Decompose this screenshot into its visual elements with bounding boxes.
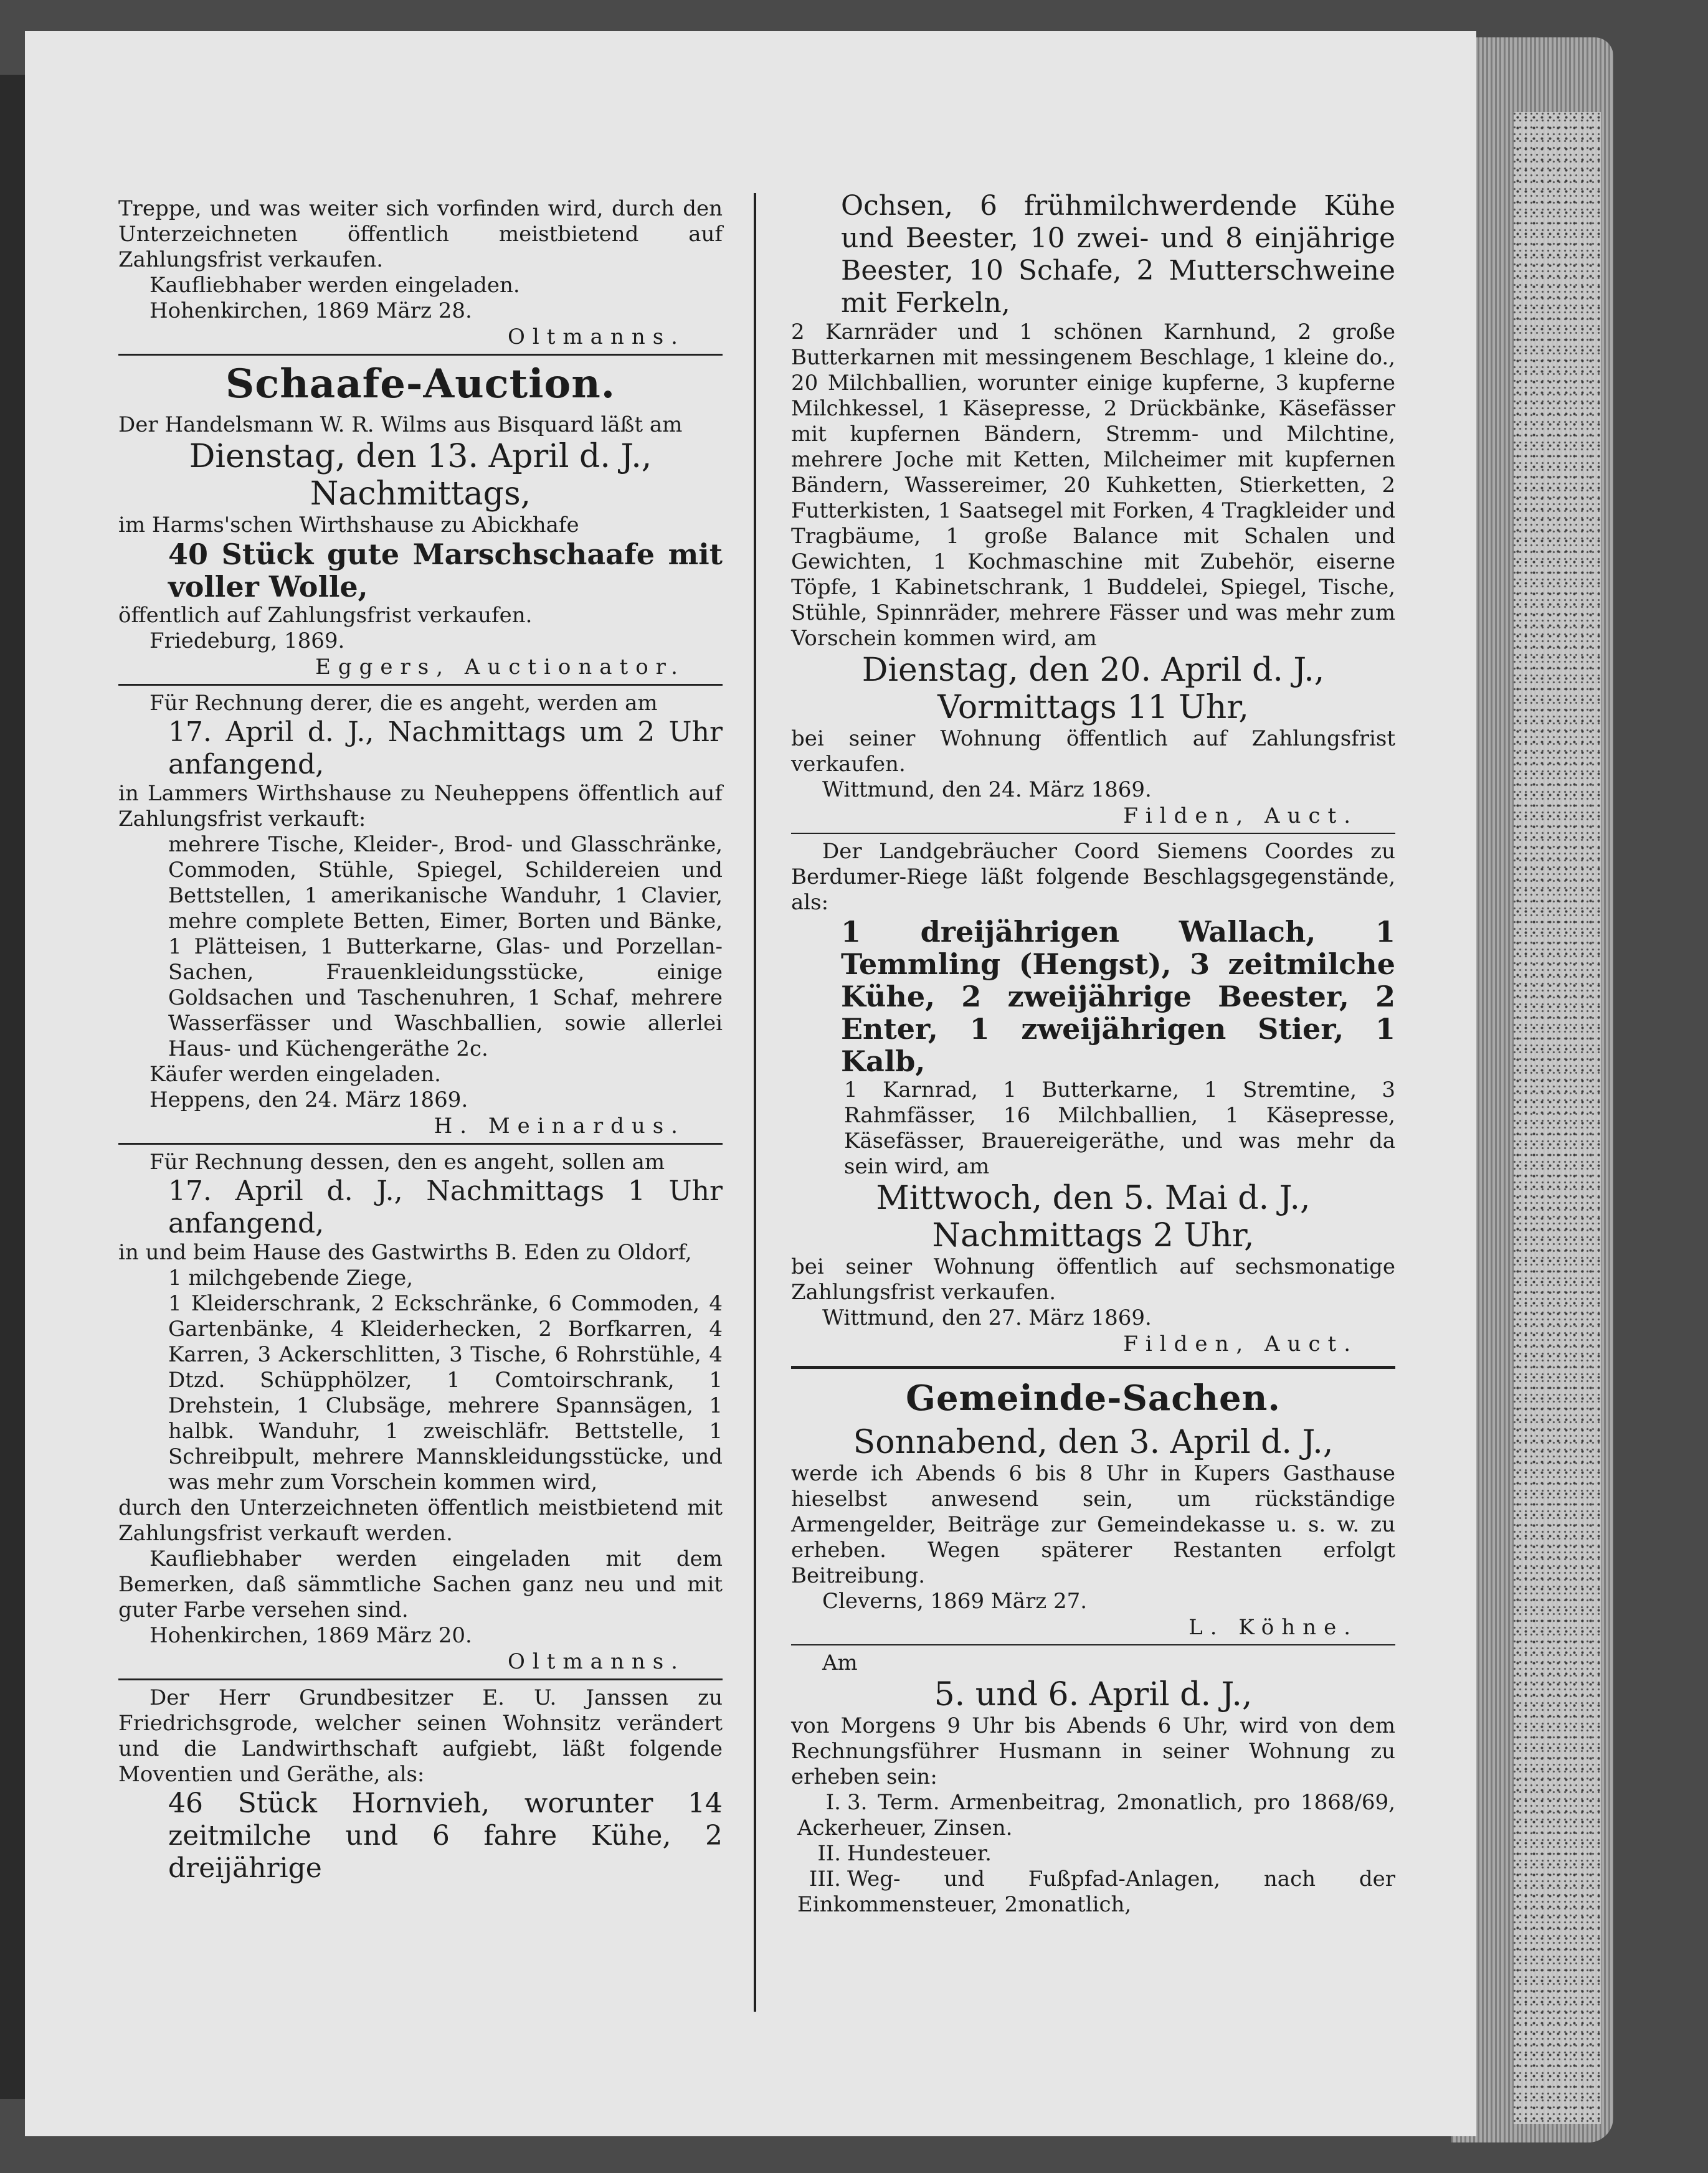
item-text: Weg- und Fußpfad-Anlagen, nach der Einkommensteuer, 2monatlich,: [797, 1867, 1395, 1917]
ad6-date: Mittwoch, den 5. Mai d. J.,: [876, 1180, 1311, 1217]
ad2-goods: 40 Stück gute Marschschaafe mit voller Wolle,: [168, 537, 723, 604]
ad4-item-goat: 1 milchgebende Ziege,: [168, 1266, 414, 1290]
notice1-place-date: Cleverns, 1869 März 27.: [822, 1589, 1088, 1614]
ad3-invitation: Käufer werden eingeladen.: [149, 1062, 441, 1087]
notice2-item-2: [791, 1841, 1395, 1867]
ad5-signature: Filden, Auct.: [1123, 803, 1358, 828]
gemeinde-sachen-heading: Gemeinde-Sachen.: [906, 1378, 1281, 1419]
ad6-place-date: Wittmund, den 27. März 1869.: [822, 1305, 1152, 1330]
ad2-location: im Harms'schen Wirthshause zu Abickhafe: [118, 513, 579, 537]
ad1-signature: Oltmanns.: [508, 324, 685, 349]
ad4-place-date: Hohenkirchen, 1869 März 20.: [149, 1623, 472, 1648]
ad3-place-date: Heppens, den 24. März 1869.: [149, 1087, 468, 1112]
item-text: Hundesteuer.: [847, 1841, 992, 1866]
item-numeral: I.: [825, 1790, 841, 1815]
divider: [118, 1678, 723, 1680]
notice1-date: Sonnabend, den 3. April d. J.,: [853, 1424, 1334, 1461]
divider: [118, 684, 723, 686]
ad4-date: 17. April d. J., Nachmittags 1 Uhr anfangend,: [168, 1175, 723, 1239]
ad5-intro: Der Herr Grundbesitzer E. U. Janssen zu Friedrichsgrode, welcher seinen Wohnsitz verändert und die Landwirthschaft aufgiebt, läßt folgende Moventien und Geräthe, als:: [118, 1685, 723, 1787]
ad1-invitation: Kaufliebhaber werden eingeladen.: [149, 273, 520, 298]
notice2-item-3: [791, 1867, 1395, 1918]
ad2-intro: Der Handelsmann W. R. Wilms aus Bisquard läßt am: [118, 412, 683, 437]
newspaper-page: [25, 31, 1476, 2136]
ad5-date: Dienstag, den 20. April d. J.,: [861, 651, 1325, 689]
left-column-content: [118, 196, 723, 1885]
ad6-terms: bei seiner Wohnung öffentlich auf sechsmonatige Zahlungsfrist verkaufen.: [791, 1254, 1395, 1305]
divider: [118, 354, 723, 356]
book-edge-speckle: [1514, 112, 1601, 2124]
item-numeral: III.: [809, 1867, 841, 1891]
ad4-location: in und beim Hause des Gastwirths B. Eden zu Oldorf,: [118, 1240, 692, 1265]
left-page-edge: [0, 75, 25, 2099]
ad2-place-date: Friedeburg, 1869.: [149, 628, 345, 653]
ad2-date: Dienstag, den 13. April d. J.,: [189, 438, 652, 475]
ad1-place-date: Hohenkirchen, 1869 März 28.: [149, 298, 472, 323]
notice2-date: 5. und 6. April d. J.,: [934, 1676, 1253, 1713]
item-numeral: II.: [817, 1841, 841, 1866]
notice2-text: von Morgens 9 Uhr bis Abends 6 Uhr, wird von dem Rechnungsführer Husmann in seiner Wohnung zu erheben sein:: [791, 1713, 1395, 1789]
ad6-time: Nachmittags 2 Uhr,: [932, 1217, 1255, 1254]
notice1-signature: L. Köhne.: [1188, 1615, 1358, 1640]
column-rule: [754, 193, 756, 2012]
item-text: 3. Term. Armenbeitrag, 2monatlich, pro 1868/69, Ackerheuer, Zinsen.: [797, 1790, 1395, 1840]
ad5-goods-continued: Ochsen, 6 frühmilchwerdende Kühe und Beester, 10 zwei- und 8 einjährige Beester, 10 Schafe, 2 Mutterschweine mit Ferkeln,: [841, 190, 1395, 319]
ad4-signature: Oltmanns.: [508, 1649, 685, 1674]
ad3-location: in Lammers Wirthshause zu Neuheppens öffentlich auf Zahlungsfrist verkauft:: [118, 781, 723, 831]
ad3-date: 17. April d. J., Nachmittags um 2 Uhr anfangend,: [168, 716, 723, 780]
ad5-items: 2 Karnräder und 1 schönen Karnhund, 2 große Butterkarnen mit messingenem Beschlage, 1 kleine do., 20 Milchballien, worunter einige kupferne, 3 kupferne Milchkessel, 1 Käsepresse, 2 Drückbänke, Käsefässer mit kupfernen Bändern, Stremm- und Milchtine, mehrere Joche mit Ketten, Milcheimer mit kupfernen Bändern, Wassereimer, 20 Kuhketten, Stierketten, 2 Futterkisten, 1 Saatsegel mit Forken, 4 Tragkleider und Tragbäume, 1 große Balance mit Schalen und Gewichten, 1 Kochmaschine mit Zubehör, eiserne Töpfe, 1 Kabinetschrank, 1 Buddelei, Spiegel, Tische, Stühle, Spinnräder, mehrere Fässer und was mehr zum Vorschein kommen wird, am: [791, 320, 1395, 651]
ad5-terms: bei seiner Wohnung öffentlich auf Zahlungsfrist verkaufen.: [791, 726, 1395, 777]
divider: [791, 833, 1395, 834]
ad5-goods: 46 Stück Hornvieh, worunter 14 zeitmilche und 6 fahre Kühe, 2 dreijährige: [168, 1787, 723, 1884]
ad6-intro: Der Landgebräucher Coord Siemens Coordes zu Berdumer-Riege läßt folgende Beschlagsgegenstände, als:: [791, 839, 1395, 915]
ad5-place-date: Wittmund, den 24. März 1869.: [822, 777, 1152, 802]
ad3-intro: Für Rechnung derer, die es angeht, werden am: [149, 691, 658, 716]
ad2-signature: Eggers, Auctionator.: [315, 655, 685, 679]
ad4-terms: durch den Unterzeichneten öffentlich meistbietend mit Zahlungsfrist verkauft werden.: [118, 1495, 723, 1546]
notice2-am: Am: [822, 1650, 858, 1675]
notice1-text: werde ich Abends 6 bis 8 Uhr in Kupers Gasthause hieselbst anwesend sein, um rückständige Armengelder, Beiträge zur Gemeindekasse u. s. w. zu erheben. Wegen späterer Restanten erfolgt Beitreibung.: [791, 1461, 1395, 1588]
ad5-time: Vormittags 11 Uhr,: [937, 689, 1249, 726]
ad6-animals: 1 dreijährigen Wallach, 1 Temmling (Hengst), 3 zeitmilche Kühe, 2 zweijährige Beester, 2 Enter, 1 zweijährigen Stier, 1 Kalb,: [841, 915, 1395, 1078]
divider: [791, 1644, 1395, 1645]
section-divider: [791, 1366, 1395, 1369]
ad3-signature: H. Meinardus.: [434, 1114, 685, 1139]
ad1-text: Treppe, und was weiter sich vorfinden wird, durch den Unterzeichneten öffentlich meistbietend auf Zahlungsfrist verkaufen.: [118, 196, 723, 272]
ad6-items: 1 Karnrad, 1 Butterkarne, 1 Stremtine, 3 Rahmfässer, 16 Milchballien, 1 Käsepresse, Käsefässer, Brauereigeräthe, und was mehr da sein wird, am: [844, 1077, 1395, 1179]
ad2-time: Nachmittags,: [310, 475, 531, 513]
ad3-items: mehrere Tische, Kleider-, Brod- und Glasschränke, Commoden, Stühle, Spiegel, Schildereien und Bettstellen, 1 amerikanische Wanduhr, 1 Clavier, mehre complete Betten, Eimer, Borten und Bänke, 1 Plätteisen, 1 Butterkarne, Glas- und Porzellan-Sachen, Frauenkleidungsstücke, einige Goldsachen und Taschenuhren, 1 Schaf, mehrere Wasserfässer und Waschballien, sowie allerlei Haus- und Küchengeräthe 2c.: [168, 832, 723, 1061]
right-column-content: [791, 190, 1395, 1918]
notice2-item-1: [791, 1790, 1395, 1841]
ad4-intro: Für Rechnung dessen, den es angeht, sollen am: [149, 1150, 665, 1175]
divider: [118, 1143, 723, 1145]
ad4-items: 1 Kleiderschrank, 2 Eckschränke, 6 Commoden, 4 Gartenbänke, 4 Kleiderhecken, 2 Borfkarren, 4 Karren, 3 Ackerschlitten, 3 Tische, 6 Rohrstühle, 4 Dtzd. Schüpphölzer, 1 Comtoirschrank, 1 Drehstein, 1 Clubsäge, mehrere Spannsägen, 1 halbk. Wanduhr, 1 zweischläfr. Bettstelle, 1 Schreibpult, mehrere Mannskleidungsstücke, und was mehr zum Vorschein kommen wird,: [168, 1291, 723, 1495]
ad6-signature: Filden, Auct.: [1123, 1332, 1358, 1356]
ad2-terms: öffentlich auf Zahlungsfrist verkaufen.: [118, 603, 533, 628]
schaafe-auction-heading: Schaafe-Auction.: [225, 361, 615, 407]
ad4-invitation: Kaufliebhaber werden eingeladen mit dem Bemerken, daß sämmtliche Sachen ganz neu und mit guter Farbe versehen sind.: [118, 1546, 723, 1622]
